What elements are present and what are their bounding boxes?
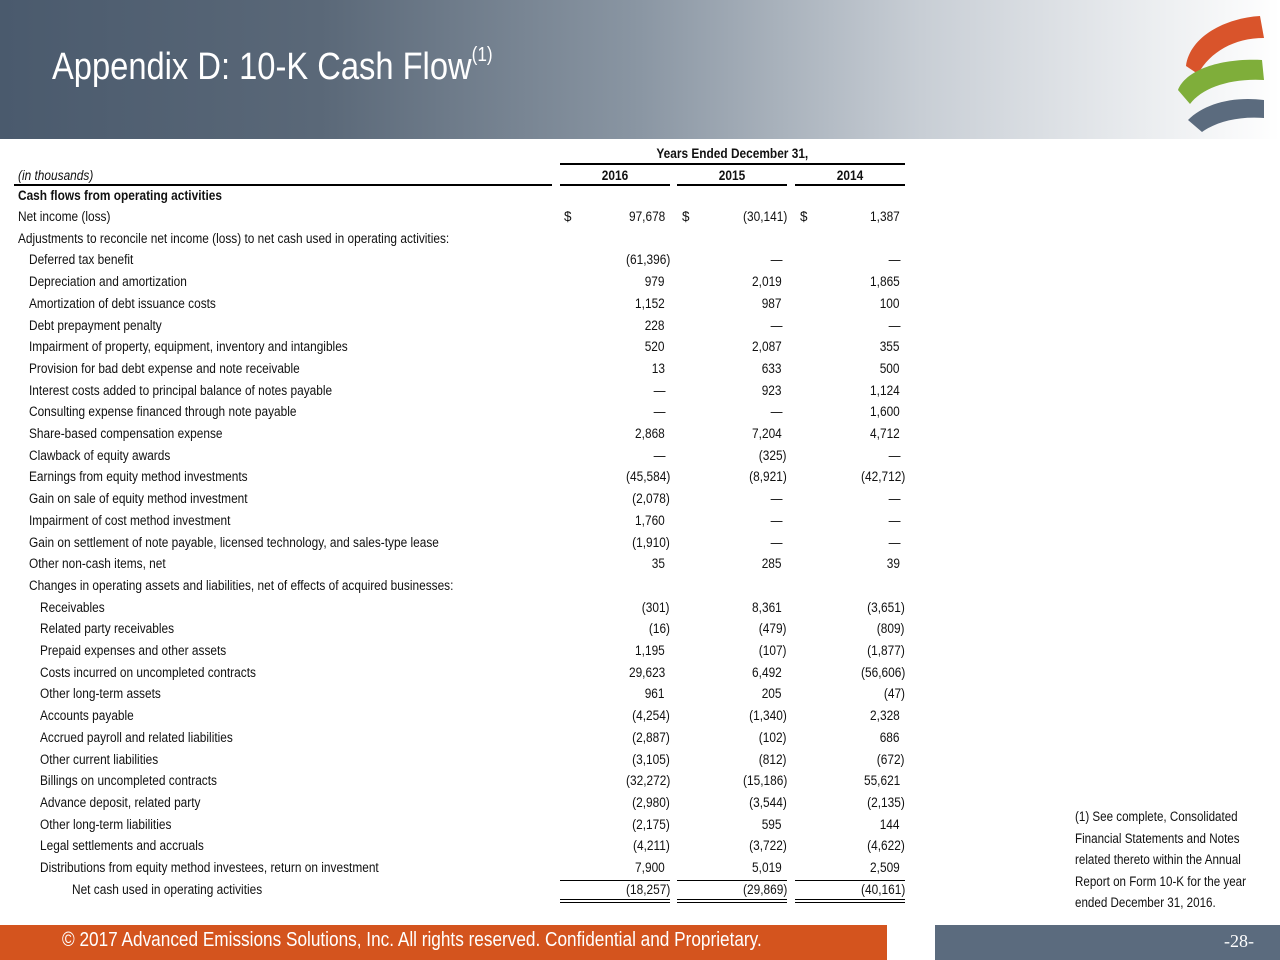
value-cell-2016 — [560, 773, 670, 788]
value-text: 55,621 — [863, 773, 900, 789]
value-cell-2015 — [677, 882, 787, 897]
value-cell-2015 — [677, 838, 787, 853]
table-row — [0, 773, 910, 794]
row-label: Legal settlements and accruals — [40, 838, 204, 854]
value-text: 1,865 — [870, 274, 900, 290]
value-text: (16) — [648, 621, 670, 637]
row-label: Adjustments to reconcile net income (loss) to net cash used in operating activities: — [18, 230, 450, 246]
value-cell-2014 — [795, 274, 905, 289]
value-cell-2014 — [795, 621, 905, 636]
value-cell-2016 — [560, 469, 670, 484]
value-cell-2015 — [677, 773, 787, 788]
value-text: — — [770, 512, 782, 528]
table-row — [0, 708, 910, 729]
value-text: — — [770, 534, 782, 550]
row-label: Related party receivables — [40, 621, 175, 637]
table-row — [0, 578, 910, 599]
value-cell-2015 — [677, 665, 787, 680]
row-label: Depreciation and amortization — [29, 274, 187, 290]
value-cell-2016 — [560, 318, 670, 333]
value-cell-2015 — [677, 643, 787, 658]
value-text: 1,387 — [870, 209, 900, 224]
value-cell-2015 — [677, 252, 787, 267]
value-text: (18,257) — [625, 881, 670, 897]
value-cell-2015 — [677, 600, 787, 615]
table-row — [0, 469, 910, 490]
total-double-rule — [560, 899, 670, 903]
row-label: Debt prepayment penalty — [29, 317, 162, 333]
value-cell-2014 — [795, 556, 905, 571]
row-label: Accrued payroll and related liabilities — [40, 729, 233, 745]
row-label: Provision for bad debt expense and note receivable — [29, 360, 300, 376]
value-cell-2016 — [560, 274, 670, 289]
value-cell-2015 — [677, 621, 787, 636]
value-text: 285 — [762, 556, 782, 572]
table-row — [0, 274, 910, 295]
footnote-line: Report on Form 10-K for the year — [1075, 873, 1247, 889]
value-text: 13 — [651, 360, 665, 376]
value-cell-2016 — [560, 404, 670, 419]
value-text: — — [770, 404, 782, 420]
value-text: (29,869) — [742, 881, 787, 897]
value-cell-2014 — [795, 383, 905, 398]
value-text: (3,105) — [632, 751, 670, 767]
value-cell-2014 — [795, 361, 905, 376]
value-text: — — [888, 491, 900, 507]
value-cell-2016 — [560, 491, 670, 506]
footnote-line: related thereto within the Annual — [1075, 852, 1241, 867]
row-label: Earnings from equity method investments — [29, 469, 248, 485]
value-cell-2014 — [795, 838, 905, 853]
value-text: (479) — [759, 621, 787, 637]
year-header-2016: 2016 — [601, 168, 629, 183]
value-text: — — [653, 404, 665, 420]
value-cell-2016 — [560, 730, 670, 745]
value-cell-2016 — [560, 209, 670, 224]
value-text: (809) — [877, 621, 905, 637]
value-text: 2,019 — [752, 274, 782, 290]
year-header-2015: 2015 — [718, 168, 746, 183]
page-number: -28- — [1224, 931, 1254, 951]
table-row — [0, 448, 910, 469]
row-label: Impairment of property, equipment, inventory and intangibles — [29, 339, 348, 355]
period-header: Years Ended December 31, — [656, 146, 809, 161]
value-cell-2014 — [795, 448, 905, 463]
table-row — [0, 252, 910, 273]
value-cell-2016 — [560, 795, 670, 810]
value-text: 500 — [880, 360, 900, 376]
value-text: 633 — [762, 360, 782, 376]
value-text: (3,722) — [749, 838, 787, 854]
value-cell-2016 — [560, 383, 670, 398]
table-row — [0, 643, 910, 664]
table-row — [0, 817, 910, 838]
value-cell-2014 — [795, 708, 905, 723]
value-cell-2014 — [795, 686, 905, 701]
value-text: (3,651) — [867, 599, 905, 615]
value-text: (301) — [642, 599, 670, 615]
value-cell-2016 — [560, 426, 670, 441]
row-label: Share-based compensation expense — [29, 426, 223, 441]
page-title — [52, 44, 493, 89]
value-text: 4,712 — [870, 426, 900, 441]
value-cell-2015 — [677, 404, 787, 419]
value-text: 6,492 — [752, 664, 782, 680]
value-cell-2015 — [677, 296, 787, 311]
units-rule — [14, 184, 552, 186]
table-row — [0, 339, 910, 360]
value-cell-2016 — [560, 556, 670, 571]
value-cell-2016 — [560, 361, 670, 376]
value-text: (1,910) — [632, 534, 670, 550]
table-row — [0, 556, 910, 577]
value-cell-2016 — [560, 860, 670, 875]
value-cell-2015 — [677, 318, 787, 333]
value-text: (1,877) — [867, 643, 905, 658]
value-cell-2015 — [677, 752, 787, 767]
value-cell-2015 — [677, 708, 787, 723]
value-text: 923 — [762, 382, 782, 398]
value-text: (102) — [759, 729, 787, 745]
value-text: — — [888, 252, 900, 268]
footnote — [1075, 806, 1275, 914]
value-cell-2015 — [677, 426, 787, 441]
value-cell-2015 — [677, 383, 787, 398]
row-label: Gain on sale of equity method investment — [29, 491, 248, 507]
value-cell-2016 — [560, 339, 670, 354]
value-cell-2016 — [560, 838, 670, 853]
value-cell-2014 — [795, 469, 905, 484]
period-header-rule — [560, 163, 905, 165]
value-cell-2015 — [677, 491, 787, 506]
value-text: (32,272) — [625, 773, 670, 789]
value-cell-2014 — [795, 535, 905, 550]
table-row — [0, 600, 910, 621]
value-text: 1,760 — [635, 512, 665, 528]
row-label: Consulting expense financed through note payable — [29, 404, 297, 420]
value-text: (3,544) — [749, 794, 787, 810]
value-cell-2015 — [677, 730, 787, 745]
value-cell-2014 — [795, 752, 905, 767]
table-row — [0, 730, 910, 751]
table-row — [0, 752, 910, 773]
value-cell-2014 — [795, 513, 905, 528]
value-text: — — [888, 317, 900, 333]
table-row — [0, 665, 910, 686]
row-label: Costs incurred on uncompleted contracts — [40, 664, 256, 680]
row-label: Advance deposit, related party — [40, 794, 201, 810]
value-cell-2014 — [795, 404, 905, 419]
value-text: 520 — [645, 339, 665, 355]
value-cell-2015 — [677, 513, 787, 528]
value-text: (2,135) — [867, 794, 905, 810]
value-cell-2016 — [560, 252, 670, 267]
value-text: (4,622) — [867, 838, 905, 854]
currency-symbol: $ — [682, 209, 690, 224]
row-label: Distributions from equity method investees, return on investment — [40, 860, 379, 875]
value-text: 5,019 — [752, 860, 782, 875]
value-cell-2016 — [560, 643, 670, 658]
table-row — [0, 686, 910, 707]
value-text: (4,211) — [633, 838, 670, 854]
total-double-rule — [795, 899, 905, 903]
row-label: Impairment of cost method investment — [29, 512, 231, 528]
table-row — [0, 383, 910, 404]
value-cell-2016 — [560, 513, 670, 528]
table-row — [0, 535, 910, 556]
table-row — [0, 296, 910, 317]
value-text: 144 — [880, 816, 900, 832]
value-text: 961 — [645, 686, 665, 702]
value-text: 97,678 — [628, 209, 665, 224]
value-cell-2016 — [560, 686, 670, 701]
table-row — [0, 404, 910, 425]
value-text: 595 — [762, 816, 782, 832]
value-cell-2016 — [560, 817, 670, 832]
value-text: (56,606) — [860, 664, 905, 680]
value-text: (4,254) — [632, 708, 670, 724]
row-label: Interest costs added to principal balance of notes payable — [29, 382, 333, 398]
value-text: — — [770, 252, 782, 268]
footnote-line: (1) See complete, Consolidated — [1075, 809, 1238, 824]
row-label: Net income (loss) — [18, 209, 111, 224]
value-text: 2,328 — [870, 708, 900, 724]
value-text: (325) — [759, 447, 787, 463]
table-row — [0, 426, 910, 447]
footnote-line: Financial Statements and Notes — [1075, 830, 1240, 846]
year-rule-2016 — [560, 184, 670, 186]
footer-gap — [887, 925, 935, 960]
value-text: 1,195 — [635, 643, 665, 658]
value-cell-2016 — [560, 621, 670, 636]
value-text: (61,396) — [625, 252, 670, 268]
row-label: Billings on uncompleted contracts — [40, 773, 217, 789]
value-cell-2015 — [677, 556, 787, 571]
value-cell-2014 — [795, 296, 905, 311]
value-text: — — [653, 447, 665, 463]
total-double-rule — [677, 899, 787, 903]
value-cell-2015 — [677, 361, 787, 376]
section-title-row — [0, 188, 910, 209]
value-cell-2015 — [677, 795, 787, 810]
value-text: 1,600 — [870, 404, 900, 420]
footnote-line: ended December 31, 2016. — [1075, 895, 1216, 910]
value-cell-2014 — [795, 209, 905, 224]
value-cell-2014 — [795, 882, 905, 897]
value-text: — — [770, 491, 782, 507]
value-text: 979 — [645, 274, 665, 290]
value-cell-2016 — [560, 708, 670, 723]
value-cell-2015 — [677, 469, 787, 484]
value-text: 228 — [645, 317, 665, 333]
value-text: (107) — [759, 643, 787, 658]
value-text: (1,340) — [749, 708, 787, 724]
value-cell-2015 — [677, 686, 787, 701]
value-text: — — [888, 447, 900, 463]
value-text: 100 — [880, 295, 900, 311]
value-text: — — [888, 534, 900, 550]
value-text: 2,868 — [635, 426, 665, 441]
value-text: (15,186) — [742, 773, 787, 789]
subtotal-rule — [677, 880, 787, 881]
row-label: Other non-cash items, net — [29, 556, 166, 572]
value-text: 355 — [880, 339, 900, 355]
value-text: 7,900 — [635, 860, 665, 875]
value-cell-2015 — [677, 274, 787, 289]
value-cell-2014 — [795, 318, 905, 333]
subtotal-rule — [560, 880, 670, 881]
table-row — [0, 209, 910, 230]
value-cell-2014 — [795, 773, 905, 788]
value-text: 205 — [762, 686, 782, 702]
value-text: 1,124 — [870, 382, 900, 398]
value-cell-2016 — [560, 665, 670, 680]
value-text: (8,921) — [749, 469, 787, 485]
company-logo-icon — [1168, 8, 1278, 134]
value-text: 29,623 — [628, 664, 665, 680]
value-text: (812) — [759, 751, 787, 767]
table-row — [0, 361, 910, 382]
value-text: — — [888, 512, 900, 528]
table-row — [0, 491, 910, 512]
value-text: 987 — [762, 295, 782, 311]
section-title: Cash flows from operating activities — [18, 188, 222, 203]
table-row — [0, 513, 910, 534]
row-label: Accounts payable — [40, 708, 134, 724]
table-row — [0, 838, 910, 859]
value-text: 7,204 — [752, 426, 782, 441]
value-cell-2014 — [795, 860, 905, 875]
value-text: 2,087 — [752, 339, 782, 355]
row-label: Gain on settlement of note payable, licensed technology, and sales-type lease — [29, 534, 439, 550]
row-label: Deferred tax benefit — [29, 252, 134, 268]
units-label: (in thousands) — [18, 168, 94, 183]
value-text: (47) — [883, 686, 905, 702]
value-cell-2015 — [677, 535, 787, 550]
value-text: 2,509 — [870, 860, 900, 875]
value-cell-2016 — [560, 600, 670, 615]
value-cell-2015 — [677, 448, 787, 463]
value-text: (40,161) — [860, 881, 905, 897]
value-cell-2014 — [795, 665, 905, 680]
year-rule-2014 — [795, 184, 905, 186]
value-text: (2,887) — [632, 729, 670, 745]
row-label: Changes in operating assets and liabilities, net of effects of acquired businesses: — [29, 577, 454, 593]
row-label: Other long-term assets — [40, 686, 161, 702]
value-cell-2014 — [795, 817, 905, 832]
table-row — [0, 860, 910, 881]
value-cell-2015 — [677, 817, 787, 832]
value-cell-2014 — [795, 795, 905, 810]
page-title-text: Appendix D: 10-K Cash Flow — [52, 46, 472, 88]
value-text: (2,078) — [632, 491, 670, 507]
value-cell-2014 — [795, 252, 905, 267]
value-text: (672) — [877, 751, 905, 767]
title-footnote-marker: (1) — [471, 44, 493, 66]
value-cell-2015 — [677, 860, 787, 875]
table-row — [0, 621, 910, 642]
row-label: Amortization of debt issuance costs — [29, 295, 216, 311]
currency-symbol: $ — [564, 209, 572, 224]
value-text: 39 — [886, 556, 900, 572]
table-row — [0, 231, 910, 252]
value-text: (45,584) — [625, 469, 670, 485]
value-text: (42,712) — [860, 469, 905, 485]
row-label: Other long-term liabilities — [40, 816, 172, 832]
value-cell-2014 — [795, 491, 905, 506]
value-text: 35 — [651, 556, 665, 572]
value-text: 8,361 — [752, 599, 782, 615]
value-cell-2014 — [795, 730, 905, 745]
value-cell-2016 — [560, 448, 670, 463]
value-cell-2014 — [795, 426, 905, 441]
year-rule-2015 — [677, 184, 787, 186]
value-cell-2016 — [560, 752, 670, 767]
row-label: Clawback of equity awards — [29, 447, 171, 463]
table-row — [0, 795, 910, 816]
table-row — [0, 318, 910, 339]
row-label: Net cash used in operating activities — [72, 881, 263, 897]
value-cell-2016 — [560, 882, 670, 897]
row-label: Other current liabilities — [40, 751, 159, 767]
value-text: 686 — [880, 729, 900, 745]
row-label: Receivables — [40, 599, 105, 615]
row-label: Prepaid expenses and other assets — [40, 643, 227, 658]
value-cell-2016 — [560, 535, 670, 550]
value-text: 1,152 — [635, 295, 665, 311]
value-text: (2,175) — [632, 816, 670, 832]
value-cell-2016 — [560, 296, 670, 311]
value-cell-2014 — [795, 643, 905, 658]
value-cell-2014 — [795, 339, 905, 354]
value-text: (2,980) — [632, 794, 670, 810]
value-text: — — [770, 317, 782, 333]
currency-symbol: $ — [800, 209, 808, 224]
value-cell-2015 — [677, 209, 787, 224]
value-cell-2014 — [795, 600, 905, 615]
value-text: (30,141) — [742, 209, 787, 224]
copyright-text: © 2017 Advanced Emissions Solutions, Inc. All rights reserved. Confidential and Proprietary. — [62, 929, 762, 951]
year-header-2014: 2014 — [836, 168, 864, 183]
value-cell-2015 — [677, 339, 787, 354]
value-text: — — [653, 382, 665, 398]
subtotal-rule — [795, 880, 905, 881]
